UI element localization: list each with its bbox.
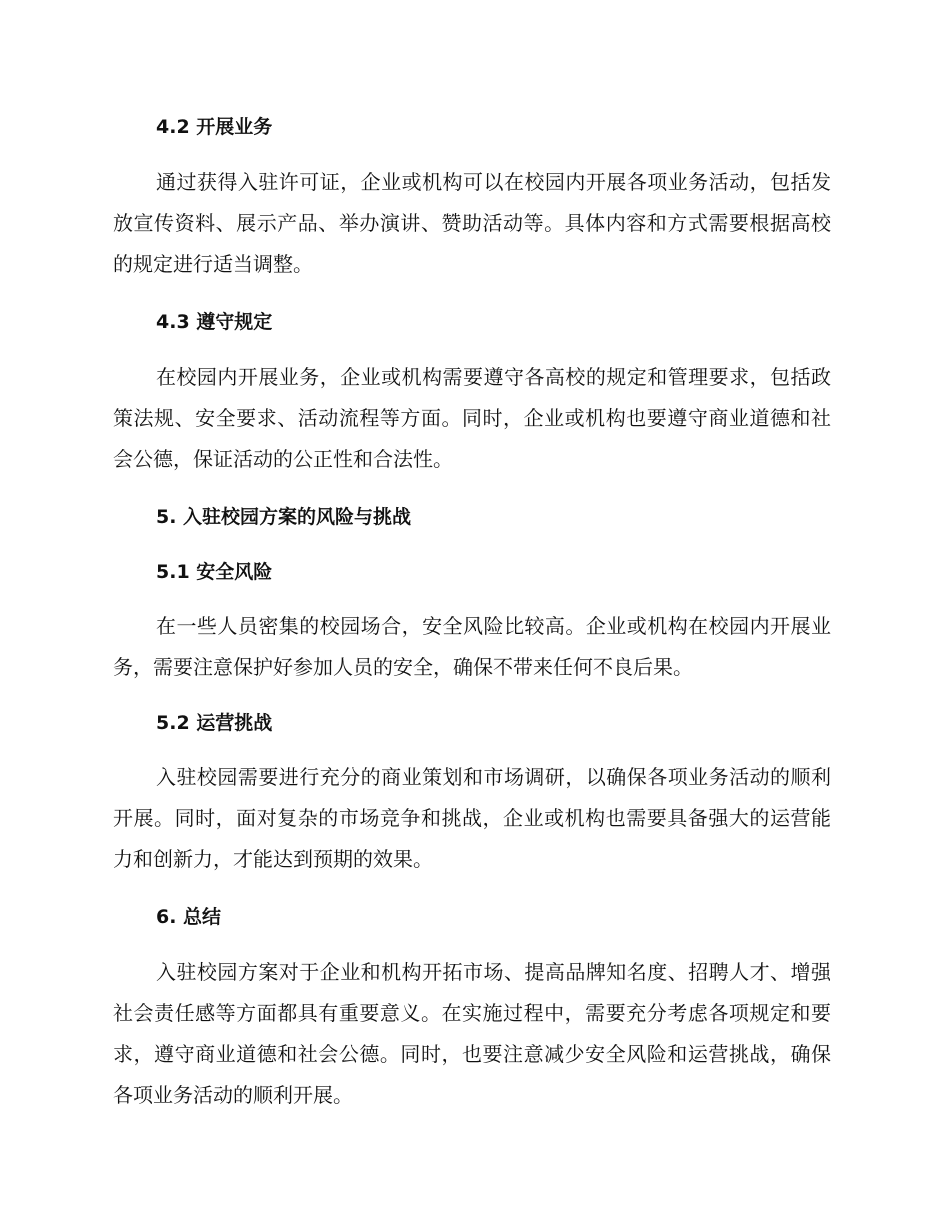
section-heading-6: 6. 总结 <box>156 906 222 928</box>
section-paragraph-5-2: 入驻校园需要进行充分的商业策划和市场调研，以确保各项业务活动的顺利开展。同时，面对复杂的市场竞争和挑战，企业或机构也需要具备强大的运营能力和创新力，才能达到预期的效果。 <box>113 765 831 871</box>
section-heading-4-3: 4.3 遵守规定 <box>156 311 273 333</box>
section-heading-5-2: 5.2 运营挑战 <box>156 712 273 734</box>
section-heading-4-2: 4.2 开展业务 <box>156 116 273 138</box>
section-paragraph-4-2: 通过获得入驻许可证，企业或机构可以在校园内开展各项业务活动，包括发放宣传资料、展示产品、举办演讲、赞助活动等。具体内容和方式需要根据高校的规定进行适当调整。 <box>113 170 831 276</box>
section-heading-5: 5. 入驻校园方案的风险与挑战 <box>156 506 412 528</box>
section-paragraph-4-3: 在校园内开展业务，企业或机构需要遵守各高校的规定和管理要求，包括政策法规、安全要求、活动流程等方面。同时，企业或机构也要遵守商业道德和社会公德，保证活动的公正性和合法性。 <box>113 365 831 471</box>
section-paragraph-5-1: 在一些人员密集的校园场合，安全风险比较高。企业或机构在校园内开展业务，需要注意保护好参加人员的安全，确保不带来任何不良后果。 <box>113 614 831 679</box>
section-paragraph-6: 入驻校园方案对于企业和机构开拓市场、提高品牌知名度、招聘人才、增强社会责任感等方面都具有重要意义。在实施过程中，需要充分考虑各项规定和要求，遵守商业道德和社会公德。同时，也要注意减少安全风险和运营挑战，确保各项业务活动的顺利开展。 <box>113 960 831 1107</box>
section-heading-5-1: 5.1 安全风险 <box>156 561 273 583</box>
